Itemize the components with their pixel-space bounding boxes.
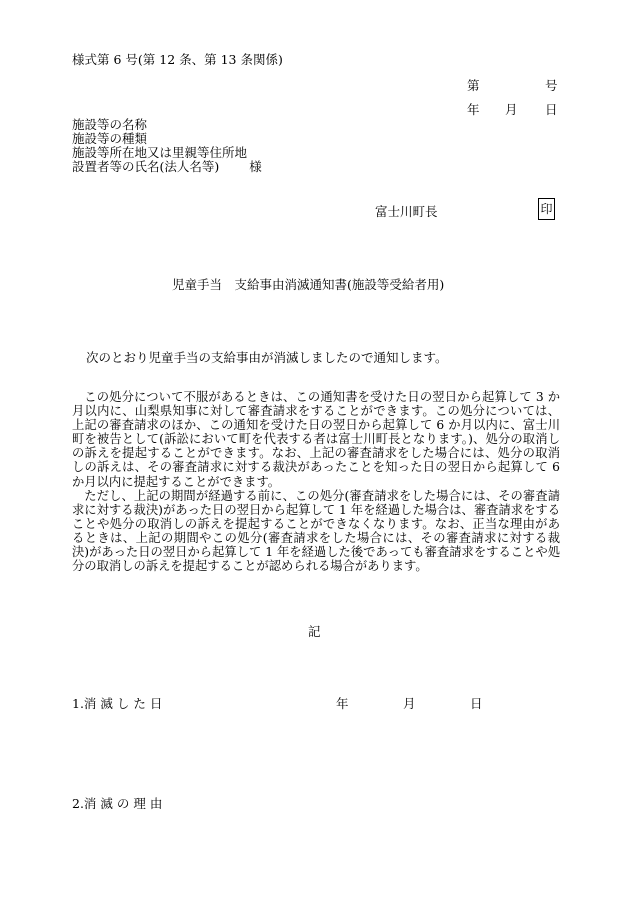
appeal-notice-paragraph-1: この処分について不服があるときは、この通知書を受けた日の翌日から起算して 3 か月以内に、山梨県知事に対して審査請求をすることができます。この処分については、上記の審査請求のほか、この通知を受けた日の翌日から起算して 6 か月以内に、富士川町を被告として(訴訟において町を代表する者は富士川町長となります。)、処分の取消しの訴えを提起することができます。なお、上記の審査請求をした場合には、処分の取消しの訴えは、その審査請求に対する裁決があったことを知った日の翌日から起算して 6 か月以内に提起することができます。 [72,390,560,489]
issue-date-month: 月 [505,102,518,117]
issue-date-year: 年 [467,102,480,117]
ki-heading: 記 [308,624,321,639]
lead-text: 次のとおり児童手当の支給事由が消滅しましたので通知します。 [86,350,448,365]
recipient-honorific: 様 [249,159,262,174]
recipient-owner-line [72,160,262,174]
document-title: 児童手当 支給事由消滅通知書(施設等受給者用) [172,277,445,292]
form-number: 様式第 6 号(第 12 条、第 13 条関係) [72,52,283,67]
issue-date-day: 日 [545,102,558,117]
item-extinction-reason-label: 2.消 滅 の 理 由 [72,796,163,811]
recipient-owner-name: 設置者等の氏名(法人名等) [72,159,220,174]
recipient-facility-type: 施設等の種類 [72,131,148,146]
item-extinction-date-day: 日 [470,696,483,711]
appeal-notice [72,390,560,573]
seal-box: 印 [538,198,555,220]
recipient-block [72,118,262,174]
issuer-name: 富士川町長 [375,204,438,219]
item-extinction-date-year: 年 [336,696,349,711]
document-number-prefix: 第 [467,78,480,93]
recipient-facility-name: 施設等の名称 [72,117,148,132]
document-number-suffix: 号 [545,78,558,93]
appeal-notice-paragraph-2: ただし、上記の期間が経過する前に、この処分(審査請求をした場合には、その審査請求に対する裁決)があった日の翌日から起算して 1 年を経過した場合は、審査請求をすることや処分の取消しの訴えを提起することができなくなります。なお、正当な理由があるときは、上記の期間やこの処分(審査請求をした場合には、その審査請求に対する裁決)があった日の翌日から起算して 1 年を経過した後であっても審査請求をすることや処分の取消しの訴えを提起することが認められる場合があります。 [72,488,560,574]
item-extinction-date-label: 1.消 滅 し た 日 [72,696,163,711]
recipient-address: 施設等所在地又は里親等住所地 [72,145,248,160]
item-extinction-date-month: 月 [403,696,416,711]
